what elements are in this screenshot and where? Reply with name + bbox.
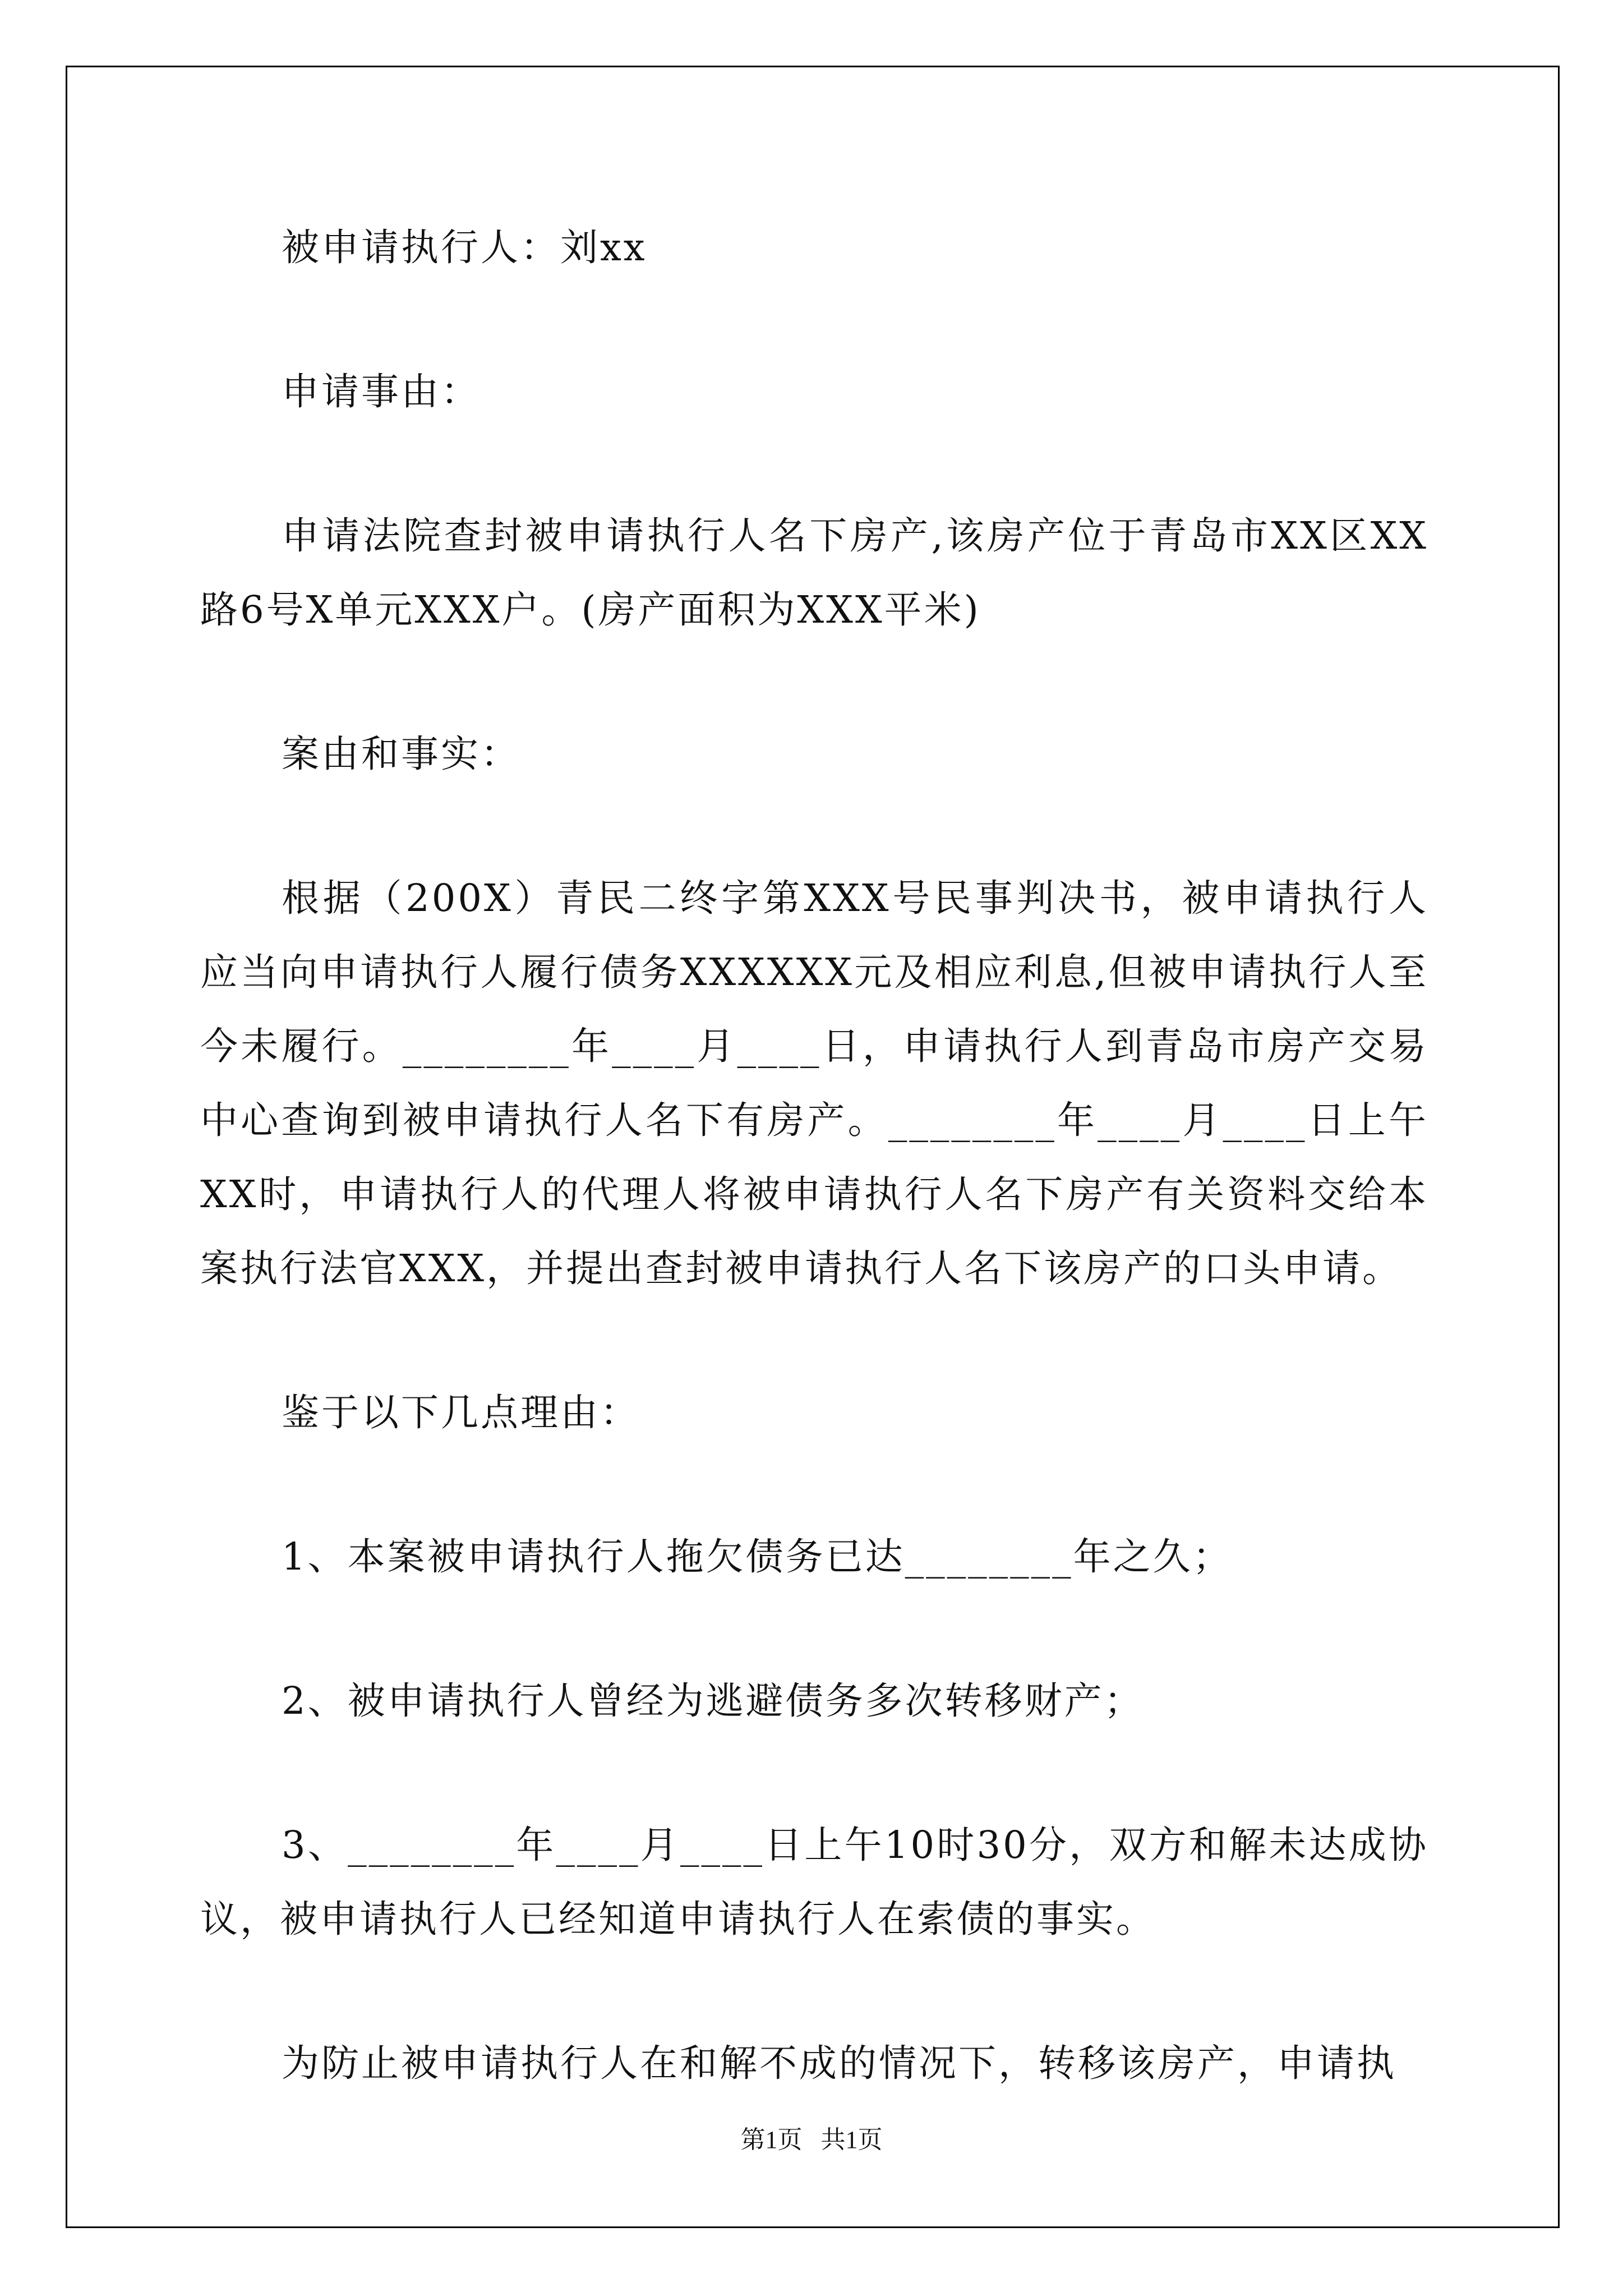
reason-item-1: 1、本案被申请执行人拖欠债务已达________年之久； bbox=[282, 1535, 1233, 1579]
document-body bbox=[200, 210, 1428, 2100]
closing-paragraph: 为防止被申请执行人在和解不成的情况下，转移该房产，申请执 bbox=[282, 2041, 1396, 2085]
reason-item-3: 3、________年____月____日上午10时30分，双方和解未达成协议，被申请执行人已经知道申请执行人在索债的事实。 bbox=[200, 1823, 1428, 1941]
heading-case-facts: 案由和事实： bbox=[282, 732, 520, 776]
page-number-footer: 第1页 共1页 bbox=[740, 2126, 883, 2154]
heading-application-reason: 申请事由： bbox=[282, 370, 481, 413]
respondent-line: 被申请执行人：刘xx bbox=[282, 226, 647, 269]
heading-reasons: 鉴于以下几点理由： bbox=[282, 1391, 640, 1434]
application-reason-text: 申请法院查封被申请执行人名下房产,该房产位于青岛市XX区XX路6号X单元XXX户。(房产面积为XXX平米) bbox=[200, 514, 1428, 632]
case-facts-text: 根据（200X）青民二终字第XXX号民事判决书，被申请执行人应当向申请执行人履行债务XXXXXX元及相应利息,但被申请执行人至今未履行。________年____月____日，申请执行人到青岛市房产交易中心查询到被申请执行人名下有房产。________年____月____日上午XX时，申请执行人的代理人将被申请执行人名下房产有关资料交给本案执行法官XXX，并提出查封被申请执行人名下该房产的口头申请。 bbox=[200, 876, 1428, 1290]
reason-item-2: 2、被申请执行人曾经为逃避债务多次转移财产； bbox=[282, 1679, 1144, 1723]
